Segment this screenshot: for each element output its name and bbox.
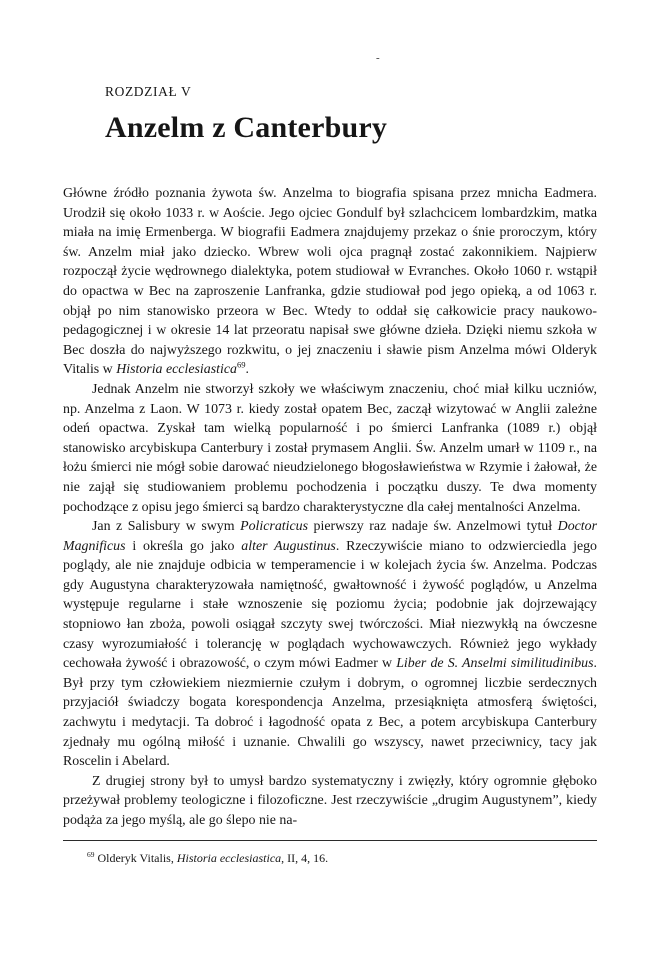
book-page xyxy=(63,0,597,866)
page-top-artifact-mark: - xyxy=(376,52,380,64)
paragraph: Z drugiej strony był to umysł bardzo systematyczny i zwięzły, który ogromnie głęboko przeżywał problemy teologiczne i filozoficzne. Jest rzeczywiście „drugim Augustynem”, kiedy podąża za jego myślą, ale go ślepo nie na- xyxy=(63,773,597,828)
paragraph: Jan z Salisbury w swym Policraticus pierwszy raz nadaje św. Anzelmowi tytuł Doctor Magnificus i określa go jako alter Augustinus. Rzeczywiście miano to odzwierciedla jego poglądy, ale nie znajduje odbicia w temperamencie i w kolejach życia św. Anzelma. Podczas gdy Augustyna charakteryzowała namiętność, gwałtowność i żywość poglądów, u Anzelma występuje regularne i stałe wznoszenie się poziomu życia; podobnie jak dojrzewający stopniowo łan zboża, powoli osiągał szczyty swej twórczości. Miał niezwykłą na ówczesne czasy wyrozumiałość i tolerancję w poglądach wychowawczych. Również jego wykłady cechowała żywość i obrazowość, o czym mówi Eadmer w Liber de S. Anselmi similitudinibus. Był przy tym człowiekiem niezmiernie czułym i dobrym, o ogromnej liczbie serdecznych przyjaciół świadczy bogata korespondencja Anzelma, przesiąknięta atmosferą świętości, zachwytu i medytacji. Ta dobroć i łagodność opata z Bec, a potem arcybiskupa Canterbury zjednały mu ogólną miłość i uznanie. Chwalili go wszyscy, nawet przeciwnicy, tacy jak Roscelin i Abelard. xyxy=(63,519,598,770)
body-text xyxy=(63,184,597,831)
paragraph: Jednak Anzelm nie stworzył szkoły we właściwym znaczeniu, choć miał kilku uczniów, np. Anzelma z Laon. W 1073 r. kiedy został opatem Bec, zaczął wizytować w Anglii zależne odeń opactwa. Zyskał tam wielką popularność i po śmierci Lanfranka (1089 r.) objął stanowisko arcybiskupa Canterbury i został prymasem Anglii. Św. Anzelm umarł w 1109 r., na łożu śmierci nie mógł sobie darować nieudzielonego błogosławieństwa w Rzymie i żałował, że nie zajął się studiowaniem problemu pochodzenia i początku duszy. Te dwa momenty pochodzące z opisu jego śmierci są bardzo charakterystyczne dla całej mentalności Anzelma. xyxy=(63,381,597,515)
footnote: $^{69}$ Olderyk Vitalis, Historia ecclesiastica, II, 4, 16. xyxy=(87,849,329,865)
footnote-divider xyxy=(63,840,597,841)
page-title: Anzelm z Canterbury xyxy=(105,111,388,144)
chapter-heading: ROZDZIAŁ V xyxy=(105,84,192,99)
paragraph: Główne źródło poznania żywota św. Anzelma to biografia spisana przez mnicha Eadmera. Urodził się około 1033 r. w Aoście. Jego ojciec Gondulf był szlachcicem lombardzkim, matka miała na imię Ermenberga. W biografii Eadmera znajdujemy przekaz o śnie proroczym, który św. Anzelm miał jako dziecko. Wbrew woli ojca pragnął zostać zakonnikiem. Najpierw rozpoczął życie wędrownego dialektyka, potem studiował w Evranches. Około 1060 r. wstąpił do opactwa w Bec na zaproszenie Lanfranka, gdzie studiował pod jego opieką, a od 1063 r. objął po nim stanowisko przeora w Bec. Wtedy to oddał się całkowicie pracy naukowo-pedagogicznej i w okresie 14 lat przeoratu napisał swe główne dzieła. Dzięki niemu szkoła w Bec doszła do najwyższego rozkwitu, o jej znaczeniu i sławie pism Anzelma mówi Olderyk Vitalis w Historia ecclesiastica$^{69}$. xyxy=(63,186,597,378)
